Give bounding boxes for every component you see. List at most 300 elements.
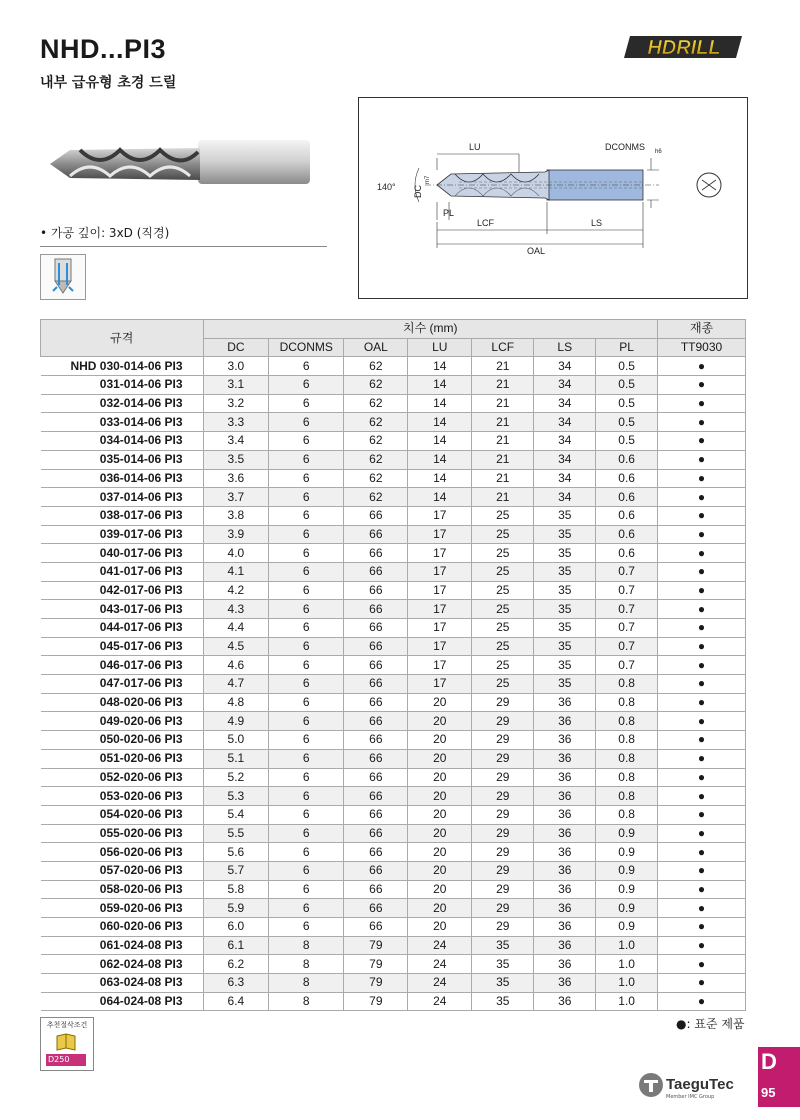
spec-code (41, 712, 204, 731)
spec-code-value: 050-020-06 PI3 (99, 732, 183, 747)
cell-pl: 0.8 (596, 712, 658, 731)
cell-lcf: 25 (472, 581, 534, 600)
cell-ls: 35 (534, 619, 596, 638)
cell-dc: 5.8 (203, 880, 269, 899)
cell-dconms: 6 (269, 562, 344, 581)
cell-lu: 14 (408, 432, 472, 451)
label-lu: LU (469, 142, 481, 152)
cell-lu: 17 (408, 600, 472, 619)
cell-dc: 3.9 (203, 525, 269, 544)
cell-pl: 0.6 (596, 525, 658, 544)
section-tab[interactable] (758, 1047, 800, 1107)
table-row (41, 693, 746, 712)
cell-dconms: 6 (269, 712, 344, 731)
cell-dconms: 6 (269, 805, 344, 824)
cell-pl: 0.8 (596, 805, 658, 824)
table-row (41, 544, 746, 563)
dimension-diagram (358, 97, 748, 299)
cell-pl: 0.6 (596, 450, 658, 469)
cell-dc: 5.6 (203, 843, 269, 862)
label-oal: OAL (527, 246, 546, 256)
cell-lu: 17 (408, 619, 472, 638)
cell-dconms: 6 (269, 413, 344, 432)
table-row (41, 376, 746, 395)
table-row (41, 749, 746, 768)
table-row (41, 469, 746, 488)
table-row (41, 992, 746, 1011)
divider (40, 246, 327, 247)
cell-lcf: 21 (472, 469, 534, 488)
table-row (41, 731, 746, 750)
table-row (41, 843, 746, 862)
table-row (41, 768, 746, 787)
cell-oal: 66 (344, 656, 408, 675)
label-dconms: DCONMS (605, 142, 645, 152)
cell-dconms: 6 (269, 600, 344, 619)
cell-lu: 24 (408, 974, 472, 993)
cell-lcf: 35 (472, 955, 534, 974)
cell-ls: 35 (534, 600, 596, 619)
cell-grade: ● (658, 450, 746, 469)
cell-dc: 6.3 (203, 974, 269, 993)
cell-ls: 36 (534, 861, 596, 880)
cell-grade: ● (658, 488, 746, 507)
cell-dc: 4.1 (203, 562, 269, 581)
table-row (41, 506, 746, 525)
cell-dc: 3.7 (203, 488, 269, 507)
cell-ls: 36 (534, 824, 596, 843)
spec-code-value: 047-017-06 PI3 (99, 676, 183, 691)
cell-grade: ● (658, 861, 746, 880)
spec-code (41, 544, 204, 563)
cell-dconms: 6 (269, 357, 344, 376)
cell-dconms: 6 (269, 506, 344, 525)
cell-grade: ● (658, 413, 746, 432)
cell-oal: 79 (344, 955, 408, 974)
cell-grade: ● (658, 768, 746, 787)
cell-ls: 36 (534, 936, 596, 955)
cell-dc: 4.0 (203, 544, 269, 563)
cell-pl: 0.8 (596, 768, 658, 787)
spec-code-value: 031-014-06 PI3 (99, 377, 183, 392)
spec-code (41, 469, 204, 488)
cell-dconms: 6 (269, 693, 344, 712)
spec-code (41, 600, 204, 619)
table-row (41, 824, 746, 843)
header-pl: PL (596, 338, 658, 357)
book-icon (55, 1032, 77, 1052)
cell-dconms: 6 (269, 619, 344, 638)
page-title: NHD...PI3 (40, 34, 167, 64)
cell-lu: 14 (408, 357, 472, 376)
cell-oal: 66 (344, 675, 408, 694)
cell-grade: ● (658, 918, 746, 937)
cell-pl: 0.8 (596, 731, 658, 750)
cell-dc: 6.0 (203, 918, 269, 937)
cell-lu: 14 (408, 413, 472, 432)
spec-code (41, 936, 204, 955)
label-ls: LS (591, 218, 603, 228)
cell-lu: 20 (408, 918, 472, 937)
cell-oal: 66 (344, 824, 408, 843)
spec-code-value: 043-017-06 PI3 (99, 601, 183, 616)
spec-code (41, 768, 204, 787)
cell-lu: 20 (408, 861, 472, 880)
cell-ls: 35 (534, 525, 596, 544)
cell-dconms: 6 (269, 581, 344, 600)
table-row (41, 955, 746, 974)
spec-code (41, 432, 204, 451)
cell-lcf: 25 (472, 562, 534, 581)
cell-dc: 4.9 (203, 712, 269, 731)
table-row (41, 357, 746, 376)
cell-grade: ● (658, 843, 746, 862)
cell-lcf: 29 (472, 899, 534, 918)
cell-dc: 3.2 (203, 394, 269, 413)
cell-dc: 4.8 (203, 693, 269, 712)
cell-oal: 62 (344, 394, 408, 413)
cell-dc: 3.1 (203, 376, 269, 395)
cell-lu: 20 (408, 805, 472, 824)
spec-code-value: 041-017-06 PI3 (99, 564, 183, 579)
cell-dconms: 8 (269, 974, 344, 993)
cell-lu: 17 (408, 637, 472, 656)
cell-dconms: 6 (269, 544, 344, 563)
cell-lcf: 29 (472, 824, 534, 843)
table-row (41, 787, 746, 806)
cell-grade: ● (658, 880, 746, 899)
cell-ls: 36 (534, 787, 596, 806)
cell-ls: 35 (534, 637, 596, 656)
cell-lu: 20 (408, 880, 472, 899)
header-grade: 재종 (658, 320, 746, 339)
cell-dc: 4.2 (203, 581, 269, 600)
spec-table (40, 319, 746, 1011)
cell-dconms: 8 (269, 955, 344, 974)
spec-code (41, 581, 204, 600)
cell-lu: 14 (408, 488, 472, 507)
cell-dc: 5.7 (203, 861, 269, 880)
cell-ls: 36 (534, 749, 596, 768)
spec-code (41, 637, 204, 656)
cell-oal: 66 (344, 693, 408, 712)
cell-lcf: 21 (472, 357, 534, 376)
cell-grade: ● (658, 581, 746, 600)
spec-code-value: 040-017-06 PI3 (99, 545, 183, 560)
cell-ls: 36 (534, 899, 596, 918)
cell-lcf: 29 (472, 880, 534, 899)
spec-code (41, 992, 204, 1011)
cell-grade: ● (658, 376, 746, 395)
cell-grade: ● (658, 544, 746, 563)
cell-oal: 66 (344, 637, 408, 656)
cell-dconms: 6 (269, 749, 344, 768)
spec-code-value: 056-020-06 PI3 (99, 844, 183, 859)
cell-ls: 34 (534, 357, 596, 376)
spec-code-value: 064-024-08 PI3 (99, 994, 183, 1009)
cell-pl: 0.5 (596, 376, 658, 395)
cell-pl: 0.6 (596, 488, 658, 507)
cell-lu: 20 (408, 843, 472, 862)
cell-lcf: 29 (472, 787, 534, 806)
cell-dc: 3.6 (203, 469, 269, 488)
spec-code (41, 450, 204, 469)
table-row (41, 656, 746, 675)
cutting-condition-box[interactable] (40, 1017, 94, 1071)
spec-code (41, 506, 204, 525)
page-number: 95 (761, 1085, 776, 1100)
spec-code-value: 030-014-06 PI3 (99, 358, 183, 373)
cell-grade: ● (658, 936, 746, 955)
spec-code-value: 042-017-06 PI3 (99, 582, 183, 597)
cell-oal: 66 (344, 731, 408, 750)
cell-dc: 5.2 (203, 768, 269, 787)
cell-ls: 34 (534, 394, 596, 413)
section-letter: D (761, 1049, 777, 1074)
cell-pl: 0.7 (596, 562, 658, 581)
header-dims: 치수 (mm) (203, 320, 658, 339)
cell-dconms: 6 (269, 469, 344, 488)
header-dc: DC (203, 338, 269, 357)
cell-oal: 79 (344, 974, 408, 993)
legend-standard: ●: 표준 제품 (676, 1017, 745, 1031)
table-row (41, 413, 746, 432)
spec-code (41, 787, 204, 806)
cell-dconms: 6 (269, 525, 344, 544)
spec-code-value: 038-017-06 PI3 (99, 508, 183, 523)
cell-lu: 20 (408, 693, 472, 712)
cell-grade: ● (658, 432, 746, 451)
cell-pl: 1.0 (596, 974, 658, 993)
spec-code (41, 357, 204, 376)
cell-oal: 66 (344, 768, 408, 787)
cell-ls: 36 (534, 918, 596, 937)
cell-dc: 6.2 (203, 955, 269, 974)
spec-code-value: 039-017-06 PI3 (99, 526, 183, 541)
brand-name: TaeguTec (666, 1076, 734, 1093)
cell-pl: 0.9 (596, 899, 658, 918)
cell-grade: ● (658, 974, 746, 993)
cell-lu: 20 (408, 712, 472, 731)
cell-dconms: 6 (269, 787, 344, 806)
cell-oal: 66 (344, 918, 408, 937)
cell-dconms: 6 (269, 656, 344, 675)
table-row (41, 880, 746, 899)
cell-lu: 24 (408, 992, 472, 1011)
spec-prefix: NHD (70, 358, 97, 373)
cell-pl: 0.6 (596, 469, 658, 488)
spec-code-value: 037-014-06 PI3 (99, 489, 183, 504)
cell-dc: 4.4 (203, 619, 269, 638)
cell-dc: 3.4 (203, 432, 269, 451)
spec-code-value: 061-024-08 PI3 (99, 938, 183, 953)
cell-lcf: 29 (472, 843, 534, 862)
spec-code (41, 675, 204, 694)
cell-lu: 17 (408, 506, 472, 525)
cell-pl: 0.7 (596, 637, 658, 656)
cell-ls: 36 (534, 880, 596, 899)
cell-lcf: 21 (472, 450, 534, 469)
cell-pl: 0.9 (596, 843, 658, 862)
drill-product-image (40, 120, 320, 210)
label-dconms-tol: h6 (655, 149, 662, 155)
cell-oal: 66 (344, 899, 408, 918)
internal-coolant-icon (40, 254, 86, 300)
cell-lcf: 21 (472, 488, 534, 507)
cell-lu: 20 (408, 731, 472, 750)
cell-lu: 17 (408, 581, 472, 600)
cell-grade: ● (658, 394, 746, 413)
cell-ls: 36 (534, 843, 596, 862)
cell-dconms: 6 (269, 880, 344, 899)
cell-grade: ● (658, 656, 746, 675)
cell-grade: ● (658, 525, 746, 544)
cell-ls: 34 (534, 469, 596, 488)
cell-ls: 35 (534, 656, 596, 675)
cell-pl: 0.7 (596, 581, 658, 600)
cell-ls: 34 (534, 376, 596, 395)
spec-code-value: 036-014-06 PI3 (99, 470, 183, 485)
cell-pl: 0.8 (596, 749, 658, 768)
cell-dconms: 6 (269, 899, 344, 918)
cell-dconms: 6 (269, 824, 344, 843)
cell-pl: 0.5 (596, 394, 658, 413)
spec-code (41, 525, 204, 544)
spec-code (41, 488, 204, 507)
label-lcf: LCF (477, 218, 495, 228)
cell-oal: 66 (344, 562, 408, 581)
cell-lcf: 25 (472, 656, 534, 675)
cell-ls: 35 (534, 562, 596, 581)
table-row (41, 899, 746, 918)
cell-lcf: 29 (472, 712, 534, 731)
cell-ls: 34 (534, 450, 596, 469)
cell-ls: 35 (534, 581, 596, 600)
cell-lcf: 21 (472, 376, 534, 395)
spec-code (41, 805, 204, 824)
spec-code-value: 057-020-06 PI3 (99, 863, 183, 878)
cell-lcf: 21 (472, 394, 534, 413)
cell-pl: 0.8 (596, 693, 658, 712)
cell-grade: ● (658, 749, 746, 768)
table-row (41, 712, 746, 731)
spec-code-value: 046-017-06 PI3 (99, 657, 183, 672)
cell-dc: 4.5 (203, 637, 269, 656)
cell-ls: 36 (534, 974, 596, 993)
cell-dc: 4.6 (203, 656, 269, 675)
cell-lcf: 25 (472, 544, 534, 563)
cell-ls: 34 (534, 488, 596, 507)
cell-grade: ● (658, 805, 746, 824)
cell-oal: 66 (344, 861, 408, 880)
table-row (41, 450, 746, 469)
cell-lu: 17 (408, 656, 472, 675)
cell-lcf: 25 (472, 506, 534, 525)
cell-lcf: 35 (472, 992, 534, 1011)
cell-oal: 62 (344, 469, 408, 488)
cell-ls: 35 (534, 506, 596, 525)
cell-lu: 17 (408, 544, 472, 563)
cell-grade: ● (658, 675, 746, 694)
cell-lu: 20 (408, 824, 472, 843)
cell-lu: 14 (408, 394, 472, 413)
cell-lcf: 25 (472, 619, 534, 638)
spec-code-value: 034-014-06 PI3 (99, 433, 183, 448)
cell-pl: 0.9 (596, 880, 658, 899)
spec-code-value: 063-024-08 PI3 (99, 975, 183, 990)
cell-dc: 3.8 (203, 506, 269, 525)
cell-pl: 0.5 (596, 432, 658, 451)
cutting-condition-label: 추천절삭조건 (46, 1021, 88, 1029)
cell-dc: 5.1 (203, 749, 269, 768)
cell-ls: 36 (534, 731, 596, 750)
cell-dc: 4.7 (203, 675, 269, 694)
cell-pl: 0.9 (596, 861, 658, 880)
cell-dconms: 6 (269, 488, 344, 507)
cell-oal: 66 (344, 880, 408, 899)
cell-oal: 66 (344, 712, 408, 731)
cell-pl: 1.0 (596, 992, 658, 1011)
spec-code-value: 060-020-06 PI3 (99, 919, 183, 934)
cell-dconms: 6 (269, 450, 344, 469)
cell-grade: ● (658, 955, 746, 974)
cell-pl: 1.0 (596, 955, 658, 974)
cell-lu: 24 (408, 955, 472, 974)
cell-lcf: 29 (472, 731, 534, 750)
taegutec-brand (638, 1072, 750, 1100)
table-row (41, 861, 746, 880)
cell-dconms: 6 (269, 768, 344, 787)
cell-grade: ● (658, 824, 746, 843)
cell-pl: 0.5 (596, 413, 658, 432)
cell-oal: 62 (344, 488, 408, 507)
cell-lcf: 29 (472, 693, 534, 712)
header-ls: LS (534, 338, 596, 357)
cell-lu: 17 (408, 562, 472, 581)
cell-ls: 36 (534, 992, 596, 1011)
cell-pl: 0.7 (596, 600, 658, 619)
cell-dconms: 6 (269, 394, 344, 413)
cell-oal: 66 (344, 843, 408, 862)
cell-lcf: 35 (472, 974, 534, 993)
cell-oal: 62 (344, 376, 408, 395)
cell-ls: 36 (534, 693, 596, 712)
cell-dc: 5.0 (203, 731, 269, 750)
cell-dc: 4.3 (203, 600, 269, 619)
spec-code (41, 376, 204, 395)
cell-lcf: 25 (472, 525, 534, 544)
page-subtitle: 내부 급유형 초경 드릴 (40, 75, 177, 91)
cell-pl: 0.9 (596, 918, 658, 937)
cell-lu: 20 (408, 749, 472, 768)
table-row (41, 974, 746, 993)
cell-pl: 0.7 (596, 619, 658, 638)
cell-dc: 3.5 (203, 450, 269, 469)
cell-grade: ● (658, 992, 746, 1011)
cell-lu: 20 (408, 787, 472, 806)
cell-grade: ● (658, 787, 746, 806)
cell-ls: 36 (534, 955, 596, 974)
spec-code-value: 033-014-06 PI3 (99, 414, 183, 429)
cell-pl: 0.8 (596, 787, 658, 806)
cell-oal: 66 (344, 619, 408, 638)
cell-oal: 62 (344, 450, 408, 469)
spec-code-value: 053-020-06 PI3 (99, 788, 183, 803)
cell-ls: 36 (534, 712, 596, 731)
cell-lcf: 29 (472, 805, 534, 824)
cell-oal: 66 (344, 581, 408, 600)
cell-grade: ● (658, 899, 746, 918)
